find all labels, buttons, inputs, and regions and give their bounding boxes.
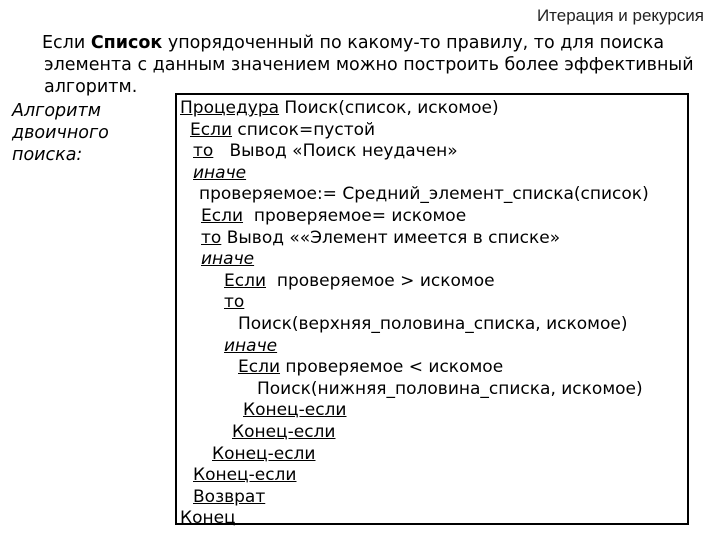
code-text: Вывод ««Элемент имеется в списке» [221, 227, 561, 248]
keyword-procedure: Процедура [180, 98, 280, 118]
keyword-else: иначе [193, 162, 247, 183]
code-line-19 [193, 487, 265, 509]
code-text: Вывод «Поиск неудачен» [213, 141, 458, 162]
code-text: проверяемое= искомое [243, 206, 467, 226]
intro-bold-term: Список [90, 33, 163, 53]
keyword-then: то [224, 292, 245, 313]
code-text: Поиск(список, искомое) [279, 98, 499, 118]
keyword-end-if: Конец-если [212, 443, 316, 464]
intro-line-2: элемента с данным значением можно построить более эффективный [44, 55, 694, 75]
keyword-end-if: Конец-если [193, 465, 297, 486]
keyword-then: то [201, 227, 222, 248]
code-line-20 [180, 508, 236, 530]
keyword-end-if: Конец-если [243, 400, 347, 421]
code-line-1 [180, 98, 499, 120]
code-text: список=пустой [232, 119, 376, 140]
code-line-9 [224, 271, 495, 293]
intro-text-rest: упорядоченный по какому-то правилу, то для поиска [162, 33, 665, 53]
code-line-16 [232, 422, 335, 444]
keyword-then: то [193, 141, 214, 162]
keyword-if: Если [238, 357, 281, 378]
code-line-6 [201, 206, 466, 228]
intro-paragraph [44, 32, 714, 98]
algorithm-label [12, 100, 109, 166]
keyword-return: Возврат [193, 486, 266, 507]
intro-line-3: алгоритм. [44, 77, 138, 97]
keyword-else: иначе [201, 249, 255, 270]
code-line-4 [193, 163, 246, 185]
slide-header: Итерация и рекурсия [536, 6, 704, 25]
algorithm-label-line-1: Алгоритм [12, 101, 101, 121]
keyword-else: иначе [224, 335, 278, 356]
algorithm-label-line-3: поиска: [12, 145, 83, 165]
intro-text-start: Если [42, 33, 91, 53]
code-text: Поиск(верхняя_половина_списка, искомое) [238, 314, 628, 334]
code-text: проверяемое > искомое [266, 270, 495, 291]
code-line-8 [201, 249, 254, 271]
keyword-end: Конец [180, 508, 236, 529]
code-line-5 [199, 184, 649, 206]
keyword-if: Если [224, 270, 267, 291]
code-line-11 [238, 314, 628, 336]
keyword-if: Если [190, 119, 233, 140]
code-line-7 [201, 228, 560, 250]
code-line-15 [243, 400, 346, 422]
code-line-10 [224, 292, 244, 314]
code-line-12 [224, 336, 277, 358]
keyword-if: Если [201, 206, 244, 226]
code-line-13 [238, 357, 503, 379]
algorithm-label-line-2: двоичного [12, 123, 109, 143]
code-text: Поиск(нижняя_половина_списка, искомое) [257, 378, 643, 399]
code-line-14 [257, 379, 643, 401]
code-text: проверяемое < искомое [280, 357, 504, 378]
code-line-2 [190, 120, 375, 142]
code-line-3 [193, 141, 458, 163]
keyword-end-if: Конец-если [232, 422, 336, 442]
code-line-18 [193, 465, 296, 487]
code-line-17 [212, 444, 315, 466]
code-text: проверяемое:= Средний_элемент_списка(список) [199, 184, 649, 205]
